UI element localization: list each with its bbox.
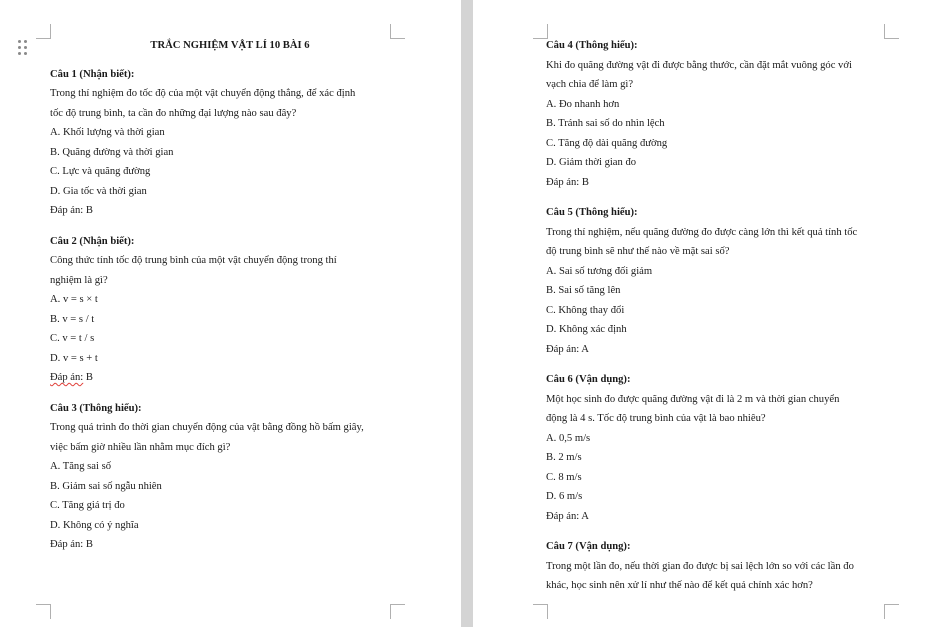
spellcheck-flagged-word[interactable]: Đáp án: [50, 372, 84, 383]
page-corner-mark [36, 24, 51, 39]
option-b: B. Quãng đường và thời gian [50, 146, 174, 158]
document-title: TRẮC NGHIỆM VẬT LÍ 10 BÀI 6 [150, 40, 310, 51]
answer-key: Đáp án: A [546, 343, 589, 355]
question-text-line: tốc độ trung bình, ta cần đo những đại lượng nào sau đây? [50, 107, 297, 119]
question-text-line: Một học sinh đo được quãng đường vật đi là 2 m và thời gian chuyển [546, 393, 840, 405]
question-3 [50, 399, 400, 555]
option-b: B. 2 m/s [546, 452, 582, 463]
option-a: A. 0,5 m/s [546, 432, 591, 444]
question-title: Câu 6 (Vận dụng): [546, 374, 631, 385]
question-text-line: động là 4 s. Tốc độ trung bình của vật là bao nhiêu? [546, 413, 766, 424]
question-5 [546, 203, 901, 359]
question-text-line: khác, học sinh nên xử lí như thế nào để kết quả chính xác hơn? [546, 580, 813, 591]
question-text-line: Trong thí nghiệm đo tốc độ của một vật chuyển động thẳng, để xác định [50, 88, 356, 99]
document-page-left[interactable] [0, 0, 461, 627]
option-d: D. 6 m/s [546, 491, 583, 502]
answer-value: B [85, 372, 93, 383]
option-c: C. Tăng giá trị đo [50, 500, 125, 511]
page-content-right [546, 36, 901, 607]
question-text-line: Trong một lần đo, nếu thời gian đo được bị sai lệch lớn so với các lần đo [546, 560, 854, 572]
option-b: B. Sai số tăng lên [546, 285, 621, 296]
answer-key: Đáp án: A [546, 510, 589, 522]
option-d: D. Giảm thời gian đo [546, 157, 637, 168]
question-text-line: vạch chia để làm gì? [546, 79, 634, 90]
answer-key [50, 368, 400, 388]
question-text-line: độ trung bình sẽ như thế nào về mặt sai số? [546, 246, 730, 257]
option-a: A. v = s × t [50, 294, 98, 305]
question-text-line: việc bấm giờ nhiều lần nhằm mục đích gì? [50, 441, 231, 453]
option-b: B. Giảm sai số ngẫu nhiên [50, 480, 162, 492]
option-c: C. Lực và quãng đường [50, 166, 151, 177]
option-a: A. Tăng sai số [50, 461, 112, 472]
question-title: Câu 3 (Thông hiểu): [50, 402, 142, 414]
question-title: Câu 5 (Thông hiểu): [546, 207, 638, 218]
document-page-right[interactable] [473, 0, 938, 627]
option-d: D. Gia tốc và thời gian [50, 185, 147, 197]
page-corner-mark [36, 604, 51, 619]
answer-key: Đáp án: B [50, 205, 93, 216]
table-move-handle-icon[interactable] [18, 40, 28, 56]
option-b: B. Tránh sai số do nhìn lệch [546, 118, 665, 129]
question-6 [546, 370, 901, 526]
option-a: A. Đo nhanh hơn [546, 98, 620, 110]
page-corner-mark [390, 604, 405, 619]
option-d: D. v = s + t [50, 352, 98, 364]
option-c: C. v = t / s [50, 333, 95, 344]
option-d: D. Không xác định [546, 324, 627, 335]
option-c: C. 8 m/s [546, 471, 582, 483]
question-text-line: Trong quá trình đo thời gian chuyển động của vật bằng đồng hồ bấm giây, [50, 422, 364, 433]
question-title: Câu 1 (Nhận biết): [50, 68, 135, 80]
page-separator [461, 0, 473, 627]
option-d: D. Không có ý nghĩa [50, 519, 139, 531]
option-a: A. Khối lượng và thời gian [50, 127, 165, 138]
question-1 [50, 65, 400, 221]
question-text-line: Trong thí nghiệm, nếu quãng đường đo được càng lớn thì kết quả tính tốc [546, 226, 858, 238]
question-text-line: Công thức tính tốc độ trung bình của một vật chuyển động trong thí [50, 255, 337, 266]
question-4 [546, 36, 901, 192]
question-title: Câu 4 (Thông hiểu): [546, 40, 638, 51]
question-text-line: Khi đo quãng đường vật đi được bằng thước, cần đặt mắt vuông góc với [546, 59, 852, 71]
question-7 [546, 537, 901, 596]
answer-key: Đáp án: B [50, 539, 93, 550]
page-content-left [50, 36, 400, 566]
question-text-line: nghiệm là gì? [50, 274, 108, 286]
option-b: B. v = s / t [50, 313, 95, 325]
question-2 [50, 232, 400, 388]
option-a: A. Sai số tương đối giảm [546, 265, 653, 277]
answer-key: Đáp án: B [546, 176, 589, 188]
question-title: Câu 2 (Nhận biết): [50, 235, 135, 247]
option-c: C. Không thay đổi [546, 304, 625, 316]
question-title: Câu 7 (Vận dụng): [546, 541, 631, 552]
option-c: C. Tăng độ dài quãng đường [546, 137, 668, 149]
